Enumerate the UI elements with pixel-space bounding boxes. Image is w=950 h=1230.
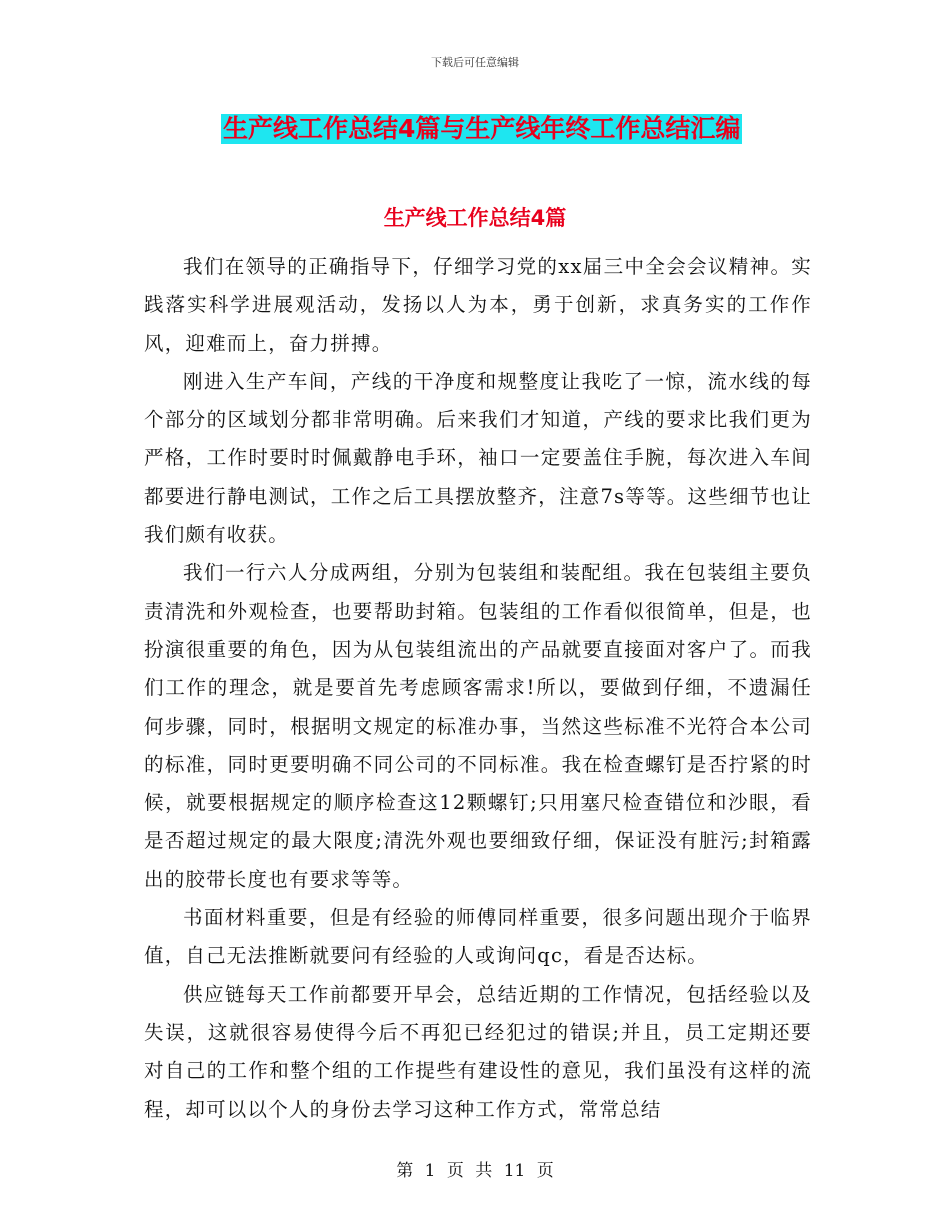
header-note: 下载后可任意编辑 bbox=[431, 56, 519, 69]
paragraph-3: 我们一行六人分成两组，分别为包装组和装配组。我在包装组主要负责清洗和外观检查，也要帮助封箱。包装组的工作看似很简单，但是，也扮演很重要的角色，因为从包装组流出的产品就要直接面对客户了。而我们工作的理念，就是要首先考虑顾客需求!所以，要做到仔细，不遗漏任何步骤，同时，根据明文规定的标准办事，当然这些标准不光符合本公司的标准，同时更要明确不同公司的不同标准。我在检查螺钉是否拧紧的时候，就要根据规定的顺序检查这12颗螺钉;只用塞尺检查错位和沙眼，看是否超过规定的最大限度;清洗外观也要细致仔细，保证没有脏污;封箱露出的胶带长度也有要求等等。 bbox=[144, 561, 812, 891]
document-main-title: 生产线工作总结4篇与生产线年终工作总结汇编 bbox=[223, 114, 741, 143]
document-body bbox=[144, 248, 812, 1129]
paragraph-2: 刚进入生产车间，产线的干净度和规整度让我吃了一惊，流水线的每个部分的区域划分都非常明确。后来我们才知道，产线的要求比我们更为严格，工作时要时时佩戴静电手环，袖口一定要盖住手腕，每次进入车间都要进行静电测试，工作之后工具摆放整齐，注意7s等等。这些细节也让我们颇有收获。 bbox=[144, 369, 812, 547]
paragraph-1: 我们在领导的正确指导下，仔细学习党的xx届三中全会会议精神。实践落实科学进展观活动，发扬以人为本，勇于创新，求真务实的工作作风，迎难而上，奋力拼搏。 bbox=[144, 255, 812, 355]
page-number-footer: 第 1 页 共 11 页 bbox=[396, 1161, 554, 1181]
paragraph-4: 书面材料重要，但是有经验的师傅同样重要，很多问题出现介于临界值，自己无法推断就要问有经验的人或询问qc，看是否达标。 bbox=[144, 906, 812, 968]
paragraph-5: 供应链每天工作前都要开早会，总结近期的工作情况，包括经验以及失误，这就很容易使得今后不再犯已经犯过的错误;并且，员工定期还要对自己的工作和整个组的工作提些有建设性的意见，我们虽没有这样的流程，却可以以个人的身份去学习这种工作方式，常常总结 bbox=[144, 982, 812, 1121]
document-sub-title: 生产线工作总结4篇 bbox=[383, 206, 567, 230]
